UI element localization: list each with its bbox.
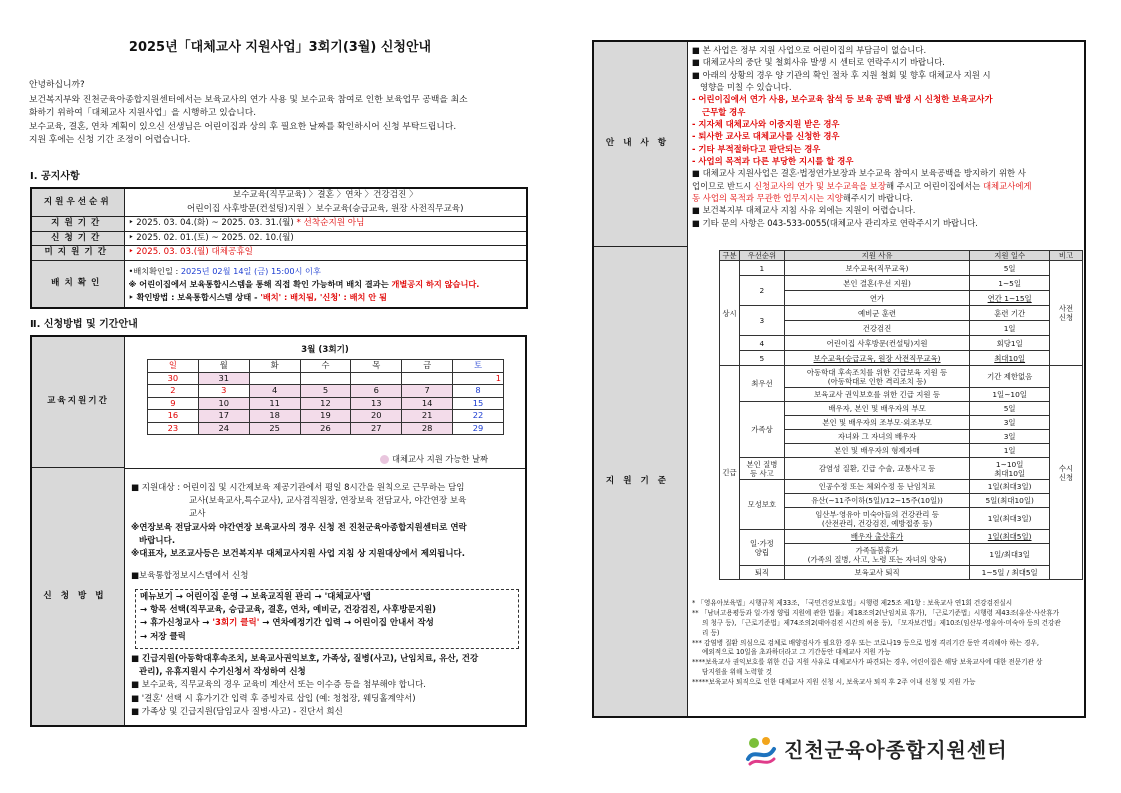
std-reason: 유산(~11주이하(5일)/12~15주(10일)) (784, 494, 969, 508)
calendar-cell: 2 (148, 385, 199, 398)
apply-line: ■ 지원대상 : 어린이집 및 시간제보육 제공기관에서 평일 8시간을 원칙으로 근무하는 담임 (131, 483, 465, 493)
center-logo-icon (744, 733, 778, 767)
info-line: 업이므로 반드시 신청교사의 연가 및 보수교육을 보장해 주시고 어린이집에서는 대체교사에게 (692, 180, 1032, 191)
confirm-method: ‣ 확인방법 : 보육통합시스템 상태 - (128, 291, 261, 302)
info-line: 영향을 미칠 수 있습니다. (700, 82, 792, 93)
apply-extra-line: ■ 보수교육, 직무교육의 경우 교육비 계산서 또는 이수증 등을 첨부해야 합니다. (131, 680, 426, 691)
calendar-cell (402, 372, 453, 385)
std-reason: 감염성 질환, 긴급 수술, 교통사고 등 (784, 458, 969, 480)
calendar-cell: 8 (453, 385, 504, 398)
calendar-cell: 10 (198, 397, 249, 410)
calendar-day-header: 화 (249, 360, 300, 373)
std-priority: 5 (739, 351, 784, 366)
priority-label: 지원우선순위 (31, 188, 124, 217)
flow-line: → 항목 선택(직무교육, 승급교육, 결혼, 연차, 예비군, 건강검진, 사후방문지원) (140, 605, 437, 616)
info-line: - 퇴사한 교사로 대체교사를 신청한 경우 (692, 131, 840, 142)
std-days: 1일/최대3일 (970, 544, 1050, 566)
apply-extra (131, 653, 521, 719)
footnote-line: 의 청구 등), 「근로기준법」제74조의2(태아검진 시간의 허용 등), 「모자보건법」제10조(임산부·영유아·미숙아 등의 건강관 (702, 618, 1061, 627)
apply-method-label: 신청방법 (32, 468, 125, 725)
std-priority: 가족상 (739, 402, 784, 458)
apply-line: ※연장보육 전담교사와 야간연장 보육교사의 경우 신청 전 진천군육아종합지원센터로 연락 (131, 522, 467, 533)
apply-extra-line: 관리), 유휴지원시 수기신청서 작성하여 신청 (139, 667, 306, 678)
calendar-cell: 16 (148, 410, 199, 423)
calendar-cell: 26 (300, 422, 351, 435)
footnote-line: 담지원을 위해 노력할 것 (702, 668, 772, 677)
footnote-line: * 「영유아보육법」시행규칙 제33조, 「국민건강보호법」시행령 제25조 제1항 : 보육교사 연1회 건강검진실시 (692, 599, 1013, 607)
std-reason: 자녀와 그 자녀의 배우자 (784, 430, 969, 444)
apply-extra-line: ■ '결혼' 선택 시 휴가기간 입력 후 증빙자료 삽입 (예: 청첩장, 웨딩홀계약서) (131, 693, 416, 704)
calendar-day-header: 토 (453, 360, 504, 373)
footnote-line: ** 「남녀고용평등과 일·가정 양립 지원에 관한 법률」제18조의2(난임치료 휴가), 「근로기준법」시행령 제43조(유산·사산휴가 (692, 608, 1060, 617)
calendar-cell: 24 (198, 422, 249, 435)
footnote-line: *** 감염병 질환 의심으로 검체로 배양검사가 필요한 경우 또는 코로나19 등으로 법정 격리기간 동안 격리해야 하는 경우, (692, 638, 1039, 647)
info-highlight: 동 사업의 목적과 무관한 업무지시는 지양 (692, 193, 843, 204)
info-highlight: 대체교사에게 (982, 180, 1032, 191)
confirm-date: 2025년 02월 14일 (금) 15:00시 이후 (180, 265, 321, 276)
calendar-cell: 4 (249, 385, 300, 398)
intro-line: 지원 후에는 신청 기간 조정이 어렵습니다. (29, 134, 191, 145)
system-flow-box (135, 589, 519, 649)
info-line: - 사업의 목적과 다른 부당한 지시를 할 경우 (692, 156, 854, 167)
period-value: ‣ 2025. 03. 04.(화) ~ 2025. 03. 31.(월) (128, 218, 294, 229)
calendar-cell: 12 (300, 397, 351, 410)
calendar-cell: 5 (300, 385, 351, 398)
calendar-cell: 15 (453, 397, 504, 410)
std-days: 3일 (970, 430, 1050, 444)
footnote-line: *****보육교사 퇴직으로 인한 대체교사 지원 신청 시, 보육교사 퇴직 후 2주 이내 신청 및 지원 가능 (692, 678, 976, 687)
std-days: 1~5일 / 최대5일 (970, 566, 1050, 580)
calendar-cell: 22 (453, 410, 504, 423)
calendar-cell: 27 (351, 422, 402, 435)
center-logo-text: 진천군육아종합지원센터 (784, 737, 1008, 762)
calendar-cell: 6 (351, 385, 402, 398)
calendar-cell: 25 (249, 422, 300, 435)
info-line: ■ 대체교사의 중단 및 철회사유 발생 시 센터로 연락주시기 바랍니다. (692, 57, 945, 68)
unassigned-value: ‣ 2025. 03. 03.(월) 대체공휴일 (124, 246, 527, 261)
apply-line: 교사(보육교사,특수교사), 교사겸직원장, 연장보육 전담교사, 야간연장 보육 (189, 496, 467, 507)
flow-text: → 휴가신청교사 → (140, 618, 213, 629)
intro-line: 보건복지부와 진천군육아종합지원센터에서는 보육교사의 연가 사용 및 보수교육 참여로 인한 보육업무 공백을 최소 (29, 95, 468, 106)
calendar-cell: 13 (351, 397, 402, 410)
info-highlight: 신청교사의 연가 및 보수교육을 보장 (753, 180, 886, 191)
footnote-line: ****보육교사 권익보호를 위한 긴급 지원 사유로 대체교사가 파견되는 경우, 어린이집은 해당 보육교사에 대한 전문기관 상 (692, 658, 1043, 667)
std-days: 1일(최대5일) (970, 530, 1050, 544)
section-heading-notice: Ⅰ. 공지사항 (30, 171, 80, 182)
std-reason: 가족돌봄휴가 (가족의 질병, 사고, 노령 또는 자녀의 양육) (784, 544, 969, 566)
std-days: 기간 제한없음 (970, 366, 1050, 388)
info-line: ■ 기타 문의 사항은 043-533-0055(대체교사 관리자로 연락주시기 바랍니다. (692, 217, 978, 228)
flow-text: → 연차예정기간 입력 → 어린이집 안내서 작성 (259, 618, 434, 629)
std-reason: 연가 (784, 291, 969, 306)
std-reason: 아동학대 후속조치를 위한 긴급보육 지원 등 (아동학대로 인한 격리조치 등) (784, 366, 969, 388)
std-days: 1~10일 최대10일 (970, 458, 1050, 480)
info-line: 동 사업의 목적과 무관한 업무지시는 지양해주시기 바랍니다. (692, 193, 913, 204)
std-reason: 인공수정 또는 체외수정 등 난임치료 (784, 480, 969, 494)
calendar-cell: 29 (453, 422, 504, 435)
period-note: * 선착순지원 아님 (296, 218, 365, 229)
calendar-cell (300, 372, 351, 385)
info-line: ■ 대체교사 지원사업은 결혼·법정연가보장과 보수교육 참여시 보육공백을 방지하기 위한 사 (692, 168, 1026, 179)
std-reason: 보육교사 퇴직 (784, 566, 969, 580)
calendar-day-header: 일 (148, 360, 199, 373)
std-header: 지원 일수 (970, 251, 1050, 261)
calendar-cell: 11 (249, 397, 300, 410)
std-reason: 배우자 출산휴가 (784, 530, 969, 544)
std-header: 비고 (1050, 251, 1083, 261)
period-label: 지원기간 (31, 217, 124, 232)
apply-box (30, 335, 527, 727)
info-list (692, 44, 1084, 229)
intro-text (29, 79, 549, 147)
calendar-day-header: 목 (351, 360, 402, 373)
info-line: - 어린이집에서 연가 사용, 보수교육 참석 등 보육 공백 발생 시 신청한 보육교사가 (692, 94, 993, 105)
info-label: 안내사항 (594, 42, 688, 247)
calendar-day-header: 월 (198, 360, 249, 373)
support-standard-table (719, 250, 1083, 580)
std-note: 사전 신청 (1050, 261, 1083, 366)
footnote-line: 예외적으로 10일을 초과하더라고 그 기간동안 대체교사 지원 가능 (702, 648, 891, 657)
confirm-cell (124, 260, 527, 308)
right-box (592, 40, 1086, 718)
calendar (147, 359, 504, 435)
std-header: 우선순위 (739, 251, 784, 261)
std-days: 3일 (970, 416, 1050, 430)
apply-line (131, 561, 521, 570)
std-days: 1일~10일 (970, 388, 1050, 402)
std-days: 1~5일 (970, 276, 1050, 291)
std-priority: 2 (739, 276, 784, 306)
confirm-note-red: 개별공지 하지 않습니다. (391, 278, 480, 289)
calendar-cell: 21 (402, 410, 453, 423)
calendar-cell: 19 (300, 410, 351, 423)
std-days: 연간 1~15일 (970, 291, 1050, 306)
std-priority: 모성보호 (739, 480, 784, 530)
std-priority: 본인 질병 등 사고 (739, 458, 784, 480)
center-logo (744, 733, 1008, 767)
std-priority: 4 (739, 336, 784, 351)
footnote-line: 리 등) (702, 628, 720, 637)
calendar-cell: 17 (198, 410, 249, 423)
calendar-title: 3월 (3회기) (301, 345, 349, 355)
info-line: ■ 보건복지부 대체교사 지침 사유 외에는 지원이 어렵습니다. (692, 205, 916, 216)
std-category: 상시 (720, 261, 740, 366)
calendar-cell: 28 (402, 422, 453, 435)
calendar-cell (351, 372, 402, 385)
std-reason: 본인 및 배우자의 형제자매 (784, 444, 969, 458)
calendar-legend-text: 대체교사 지원 가능한 날짜 (392, 454, 489, 464)
confirm-date-label: •배치확인일 : (128, 265, 181, 276)
flow-highlight: '3회기 클릭' (212, 618, 260, 629)
std-days: 1일 (970, 321, 1050, 336)
apply-extra-line: ■ 가족상 및 긴급지원(담임교사 질병·사고) - 진단서 희신 (131, 706, 343, 717)
std-days: 회당1일 (970, 336, 1050, 351)
std-category: 긴급 (720, 366, 740, 580)
apply-line: ※대표자, 보조교사등은 보건복지부 대체교사지원 사업 지침 상 지원대상에서 제외됩니다. (131, 548, 465, 559)
calendar-cell: 20 (351, 410, 402, 423)
notice-table (30, 187, 528, 309)
std-days: 1일 (970, 444, 1050, 458)
std-days: 5일(최대10일) (970, 494, 1050, 508)
std-reason: 임산부·영유아 미숙아들의 건강관리 등 (산전관리, 건강검진, 예방접종 등) (784, 508, 969, 530)
calendar-cell: 3 (198, 385, 249, 398)
apply-line: 교사 (189, 509, 206, 520)
intro-line: 안녕하십니까? (29, 80, 85, 90)
calendar-cell: 30 (148, 372, 199, 385)
priority-line-1: 보수교육(직무교육) 〉결혼 〉연차 〉건강검진 〉 (124, 188, 527, 203)
flow-line: 메뉴보기 → 어린이집 운영 → 보육교직원 관리 → '대체교사'탭 (140, 592, 371, 602)
footnotes (692, 599, 1084, 688)
calendar-cell (249, 372, 300, 385)
std-reason: 보수교육(직무교육) (784, 261, 969, 276)
calendar-cell: 31 (198, 372, 249, 385)
std-priority: 3 (739, 306, 784, 336)
calendar-day-header: 수 (300, 360, 351, 373)
period-cell (124, 217, 527, 232)
apply-line: 바랍니다. (139, 535, 176, 546)
std-reason: 보육교사 권익보호를 위한 긴급 지원 등 (784, 388, 969, 402)
section-heading-apply: Ⅱ. 신청방법 및 기간안내 (30, 319, 138, 330)
info-line: ■ 본 사업은 정부 지원 사업으로 어린이집의 부담금이 없습니다. (692, 45, 927, 55)
std-days: 최대10일 (970, 351, 1050, 366)
std-days: 훈련 기간 (970, 306, 1050, 321)
std-reason: 어린이집 사후방문(컨설팅)지원 (784, 336, 969, 351)
calendar-day-header: 금 (402, 360, 453, 373)
apply-period-label: 신청기간 (31, 231, 124, 246)
std-header: 구분 (720, 251, 740, 261)
calendar-cell: 23 (148, 422, 199, 435)
calendar-cell: 7 (402, 385, 453, 398)
apply-period-value: ‣ 2025. 02. 01.(토) ~ 2025. 02. 10.(월) (124, 231, 527, 246)
std-priority: 일·가정 양립 (739, 530, 784, 566)
calendar-cell: 9 (148, 397, 199, 410)
std-reason: 보수교육(승급교육, 원장 사전직무교육) (784, 351, 969, 366)
calendar-legend (380, 454, 488, 465)
confirm-label: 배치확인 (31, 260, 124, 308)
std-days: 5일 (970, 261, 1050, 276)
info-line: ■ 아래의 상황의 경우 양 기관의 확인 절차 후 지원 철회 및 향후 대체교사 지원 시 (692, 69, 991, 80)
std-reason: 예비군 훈련 (784, 306, 969, 321)
std-days: 1일(최대3일) (970, 480, 1050, 494)
calendar-cell: 14 (402, 397, 453, 410)
std-reason: 건강검진 (784, 321, 969, 336)
flow-line (140, 617, 514, 630)
apply-instructions (131, 482, 521, 583)
flow-line: → 저장 클릭 (140, 631, 186, 642)
standard-label: 지원기준 (594, 247, 688, 716)
priority-line-2: 어린이집 사후방문(컨설팅)지원 〉보수교육(승급교육, 원장 사전직무교육) (124, 203, 527, 217)
apply-line: ■보육통합정보시스템에서 신청 (131, 571, 249, 582)
std-days: 5일 (970, 402, 1050, 416)
page-title: 2025년「대체교사 지원사업」3회기(3월) 신청안내 (128, 40, 432, 55)
intro-line: 화하기 위하여「대체교사 지원사업」을 시행하고 있습니다. (29, 108, 257, 119)
confirm-note: ※ 어린이집에서 보육통합시스템을 통해 직접 확인 가능하며 배치 결과는 (128, 278, 392, 289)
std-reason: 배우자, 본인 및 배우자의 부모 (784, 402, 969, 416)
apply-extra-line: ■ 긴급지원(아동학대후속조치, 보육교사권익보호, 가족상, 질병(사고), 난임치료, 유산, 건강 (131, 654, 479, 664)
calendar-cell: 1 (453, 372, 504, 385)
std-priority: 퇴직 (739, 566, 784, 580)
info-line: 근무할 경우 (702, 106, 746, 117)
std-priority: 최우선 (739, 366, 784, 402)
unassigned-label: 미지원기간 (31, 246, 124, 261)
info-line: - 지자체 대체교사와 이중지원 받은 경우 (692, 119, 840, 130)
std-priority: 1 (739, 261, 784, 276)
info-line: - 기타 부적절하다고 판단되는 경우 (692, 143, 821, 154)
std-note: 수시 신청 (1050, 366, 1083, 580)
divider (125, 468, 525, 469)
confirm-method-red: '배치' : 배치됨, '신청' : 배치 안 됨 (260, 291, 387, 302)
edu-period-label: 교육지원기간 (32, 337, 125, 468)
legend-dot-icon (380, 455, 389, 464)
std-header: 지원 사유 (784, 251, 969, 261)
std-days: 1일(최대3일) (970, 508, 1050, 530)
intro-line: 보수교육, 결혼, 연차 계획이 있으신 선생님은 어린이집과 상의 후 필요한 날짜를 확인하시어 신청 부탁드립니다. (29, 121, 457, 132)
calendar-cell: 18 (249, 410, 300, 423)
std-reason: 본인 결혼(우선 지원) (784, 276, 969, 291)
std-reason: 본인 및 배우자의 조부모·외조부모 (784, 416, 969, 430)
